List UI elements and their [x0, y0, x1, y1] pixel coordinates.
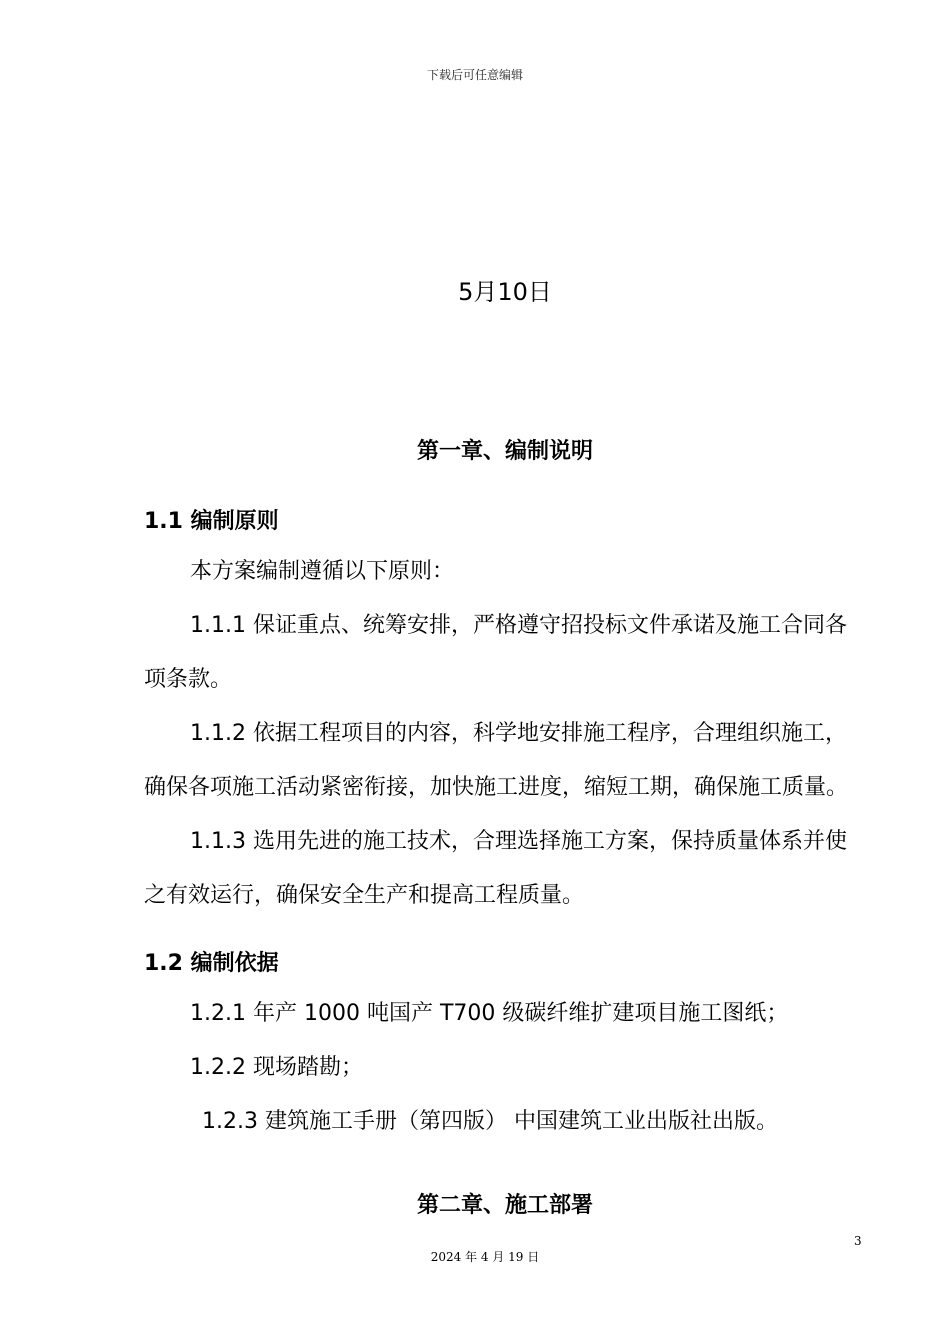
section-1-1-item-3: 1.1.3 选用先进的施工技术，合理选择施工方案，保持质量体系并使之有效运行，确保安全生产和提高工程质量。: [144, 829, 847, 908]
section-1-1-item-1: 1.1.1 保证重点、统筹安排，严格遵守招投标文件承诺及施工合同各项条款。: [144, 613, 847, 692]
section-1-1-intro: 本方案编制遵循以下原则：: [190, 559, 455, 584]
section-1-2-title: 1.2 编制依据: [144, 951, 279, 976]
chapter-2-title: 第二章、施工部署: [416, 1193, 593, 1218]
chapter-1-title: 第一章、编制说明: [416, 439, 593, 464]
page-number: 3: [854, 1234, 862, 1248]
section-1-2-item-3: 1.2.3 建筑施工手册（第四版） 中国建筑工业出版社出版。: [202, 1109, 778, 1134]
section-1-1-item-2: 1.1.2 依据工程项目的内容，科学地安排施工程序，合理组织施工，确保各项施工活动紧密衔接，加快施工进度，缩短工期，确保施工质量。: [144, 721, 849, 800]
page-footer-date: 2024 年 4 月 19 日: [430, 1250, 540, 1264]
section-1-2-item-2: 1.2.2 现场踏勘；: [190, 1055, 363, 1080]
page-header: 下载后可任意编辑: [426, 68, 523, 82]
section-1-2-item-1: 1.2.1 年产 1000 吨国产 T700 级碳纤维扩建项目施工图纸；: [190, 1001, 789, 1026]
date-line: 5月10日: [458, 278, 552, 306]
section-1-1-title: 1.1 编制原则: [144, 509, 279, 534]
